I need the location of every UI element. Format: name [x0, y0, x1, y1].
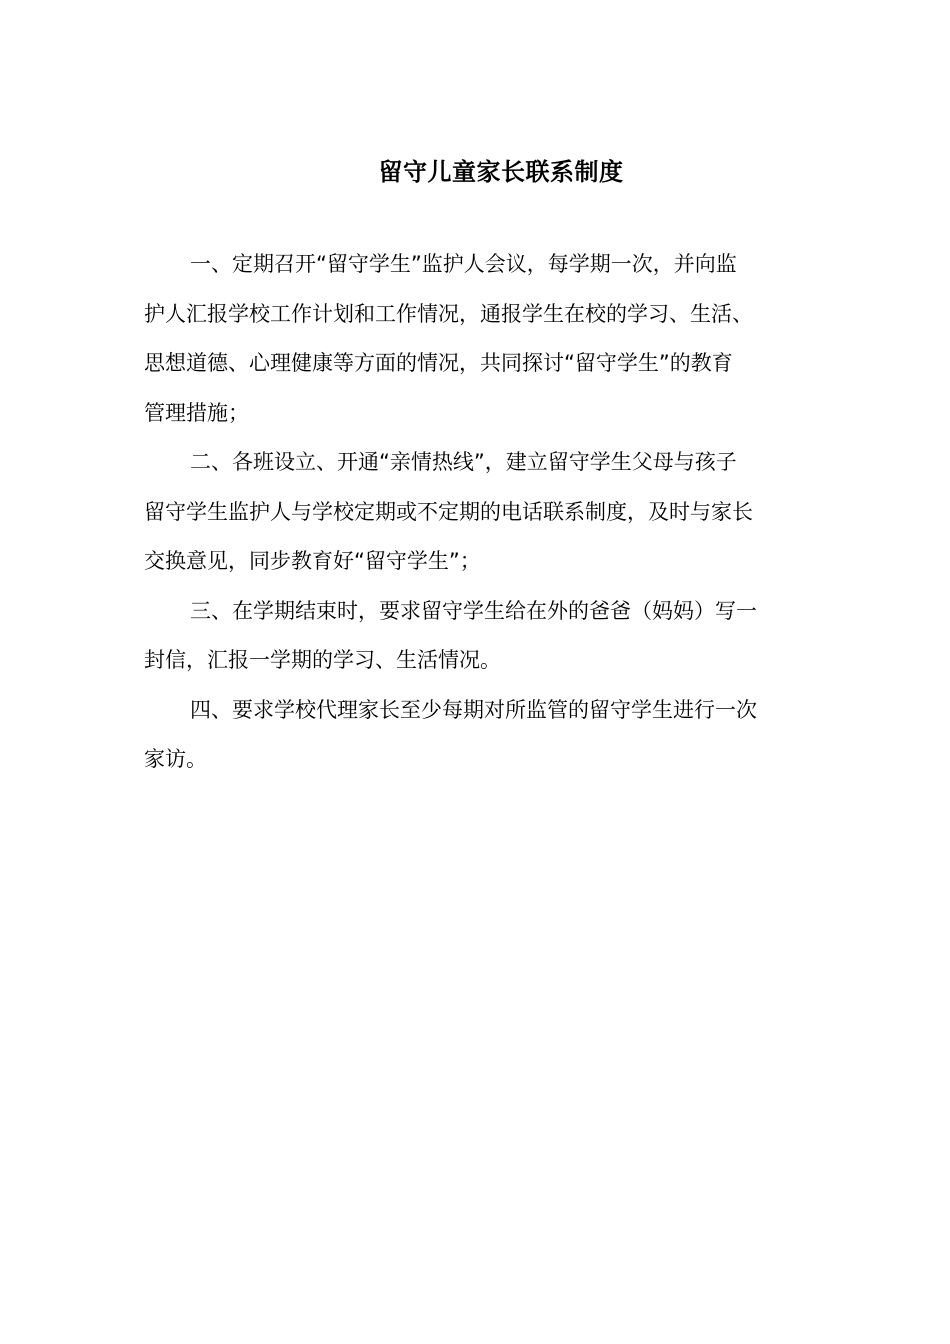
paragraph-1 [144, 244, 824, 442]
paragraph-line: 留守学生监护人与学校定期或不定期的电话联系制度，及时与家长 [144, 499, 753, 524]
paragraph-line: 交换意见，同步教育好“留守学生”； [144, 549, 481, 573]
paragraph-line: 三、在学期结束时，要求留守学生给在外的爸爸（妈妈）写一 [190, 598, 757, 623]
paragraph-line: 四、要求学校代理家长至少每期对所监管的留守学生进行一次 [190, 697, 757, 722]
paragraph-line: 家访。 [144, 747, 207, 771]
paragraph-line: 思想道德、心理健康等方面的情况，共同探讨“留守学生”的教育 [144, 351, 733, 375]
paragraph-3 [144, 591, 824, 690]
document-title: 留守儿童家长联系制度 [378, 158, 624, 186]
paragraph-line: 封信，汇报一学期的学习、生活情况。 [144, 648, 501, 672]
paragraph-line: 护人汇报学校工作计划和工作情况，通报学生在校的学习、生活、 [144, 301, 753, 326]
paragraph-line: 一、定期召开“留守学生”监护人会议，每学期一次，并向监 [190, 252, 737, 276]
paragraph-line: 二、各班设立、开通“亲情热线”，建立留守学生父母与孩子 [190, 450, 737, 474]
document-body [144, 244, 824, 789]
paragraph-4 [144, 690, 824, 789]
paragraph-2 [144, 442, 824, 591]
paragraph-line: 管理措施； [144, 400, 249, 425]
